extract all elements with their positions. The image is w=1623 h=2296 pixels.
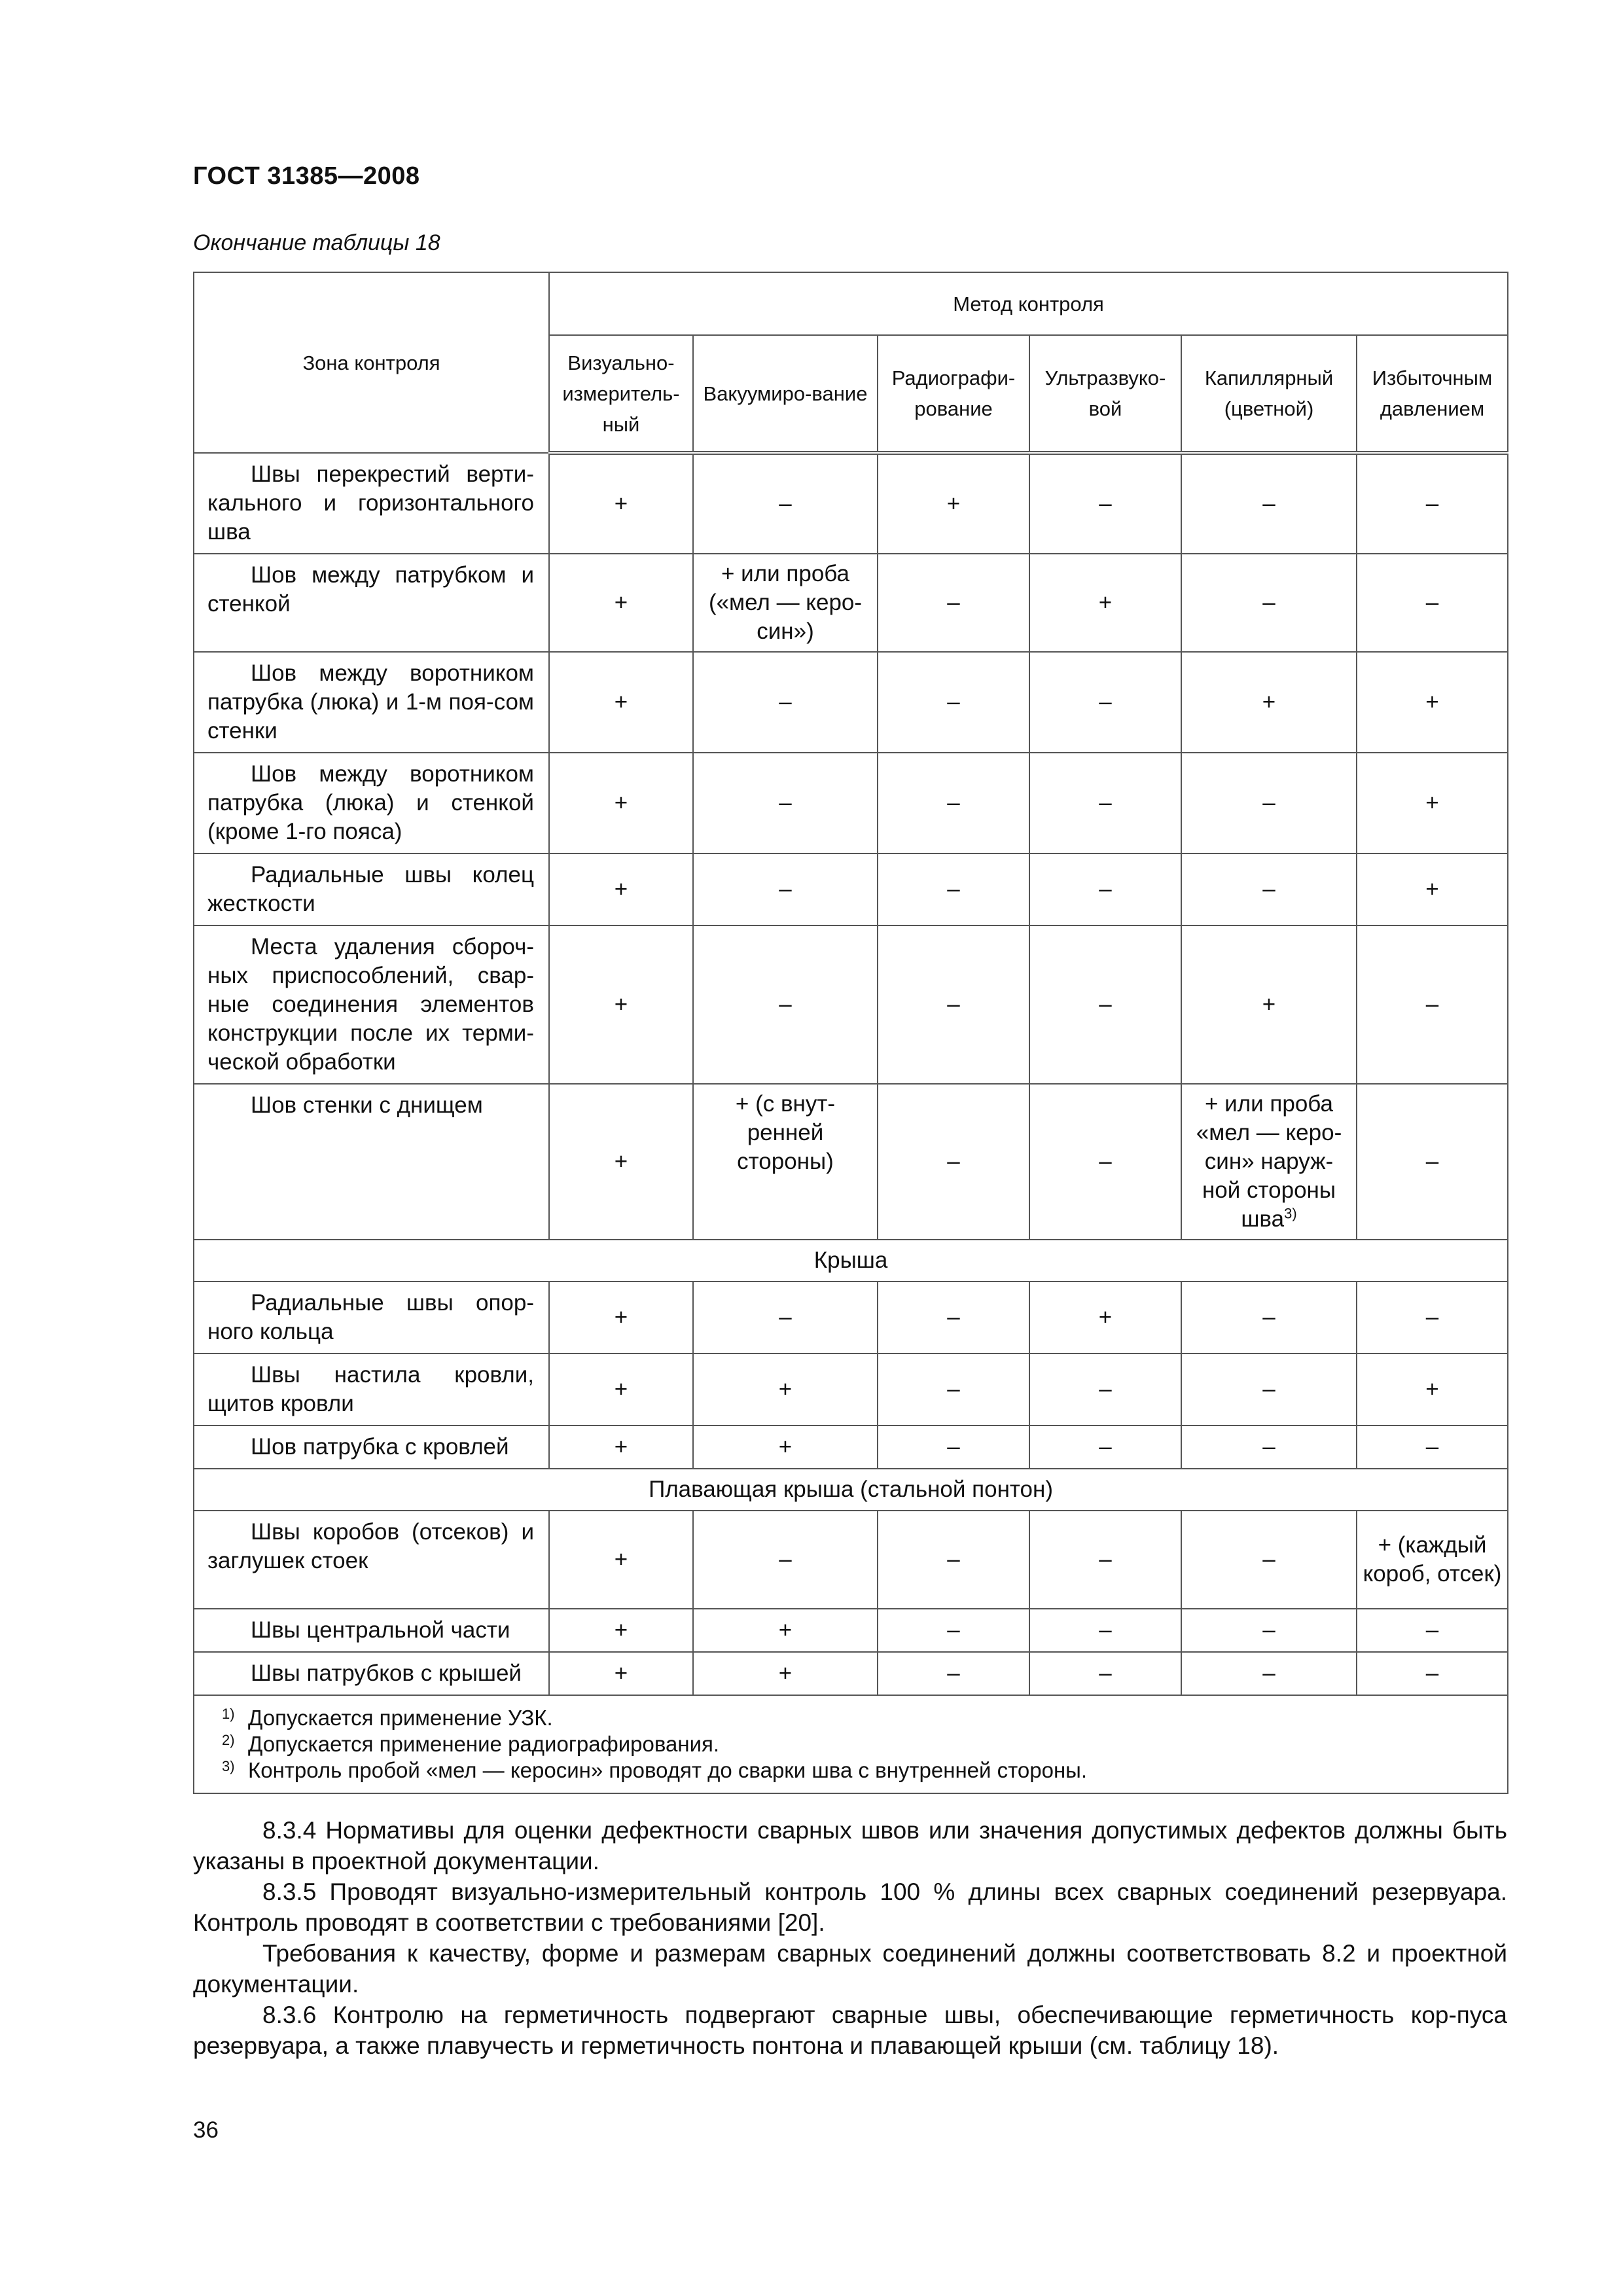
value-cell: – [878, 1609, 1029, 1652]
value-cell: – [1357, 554, 1508, 652]
value-cell: + [549, 1354, 693, 1426]
value-cell: – [1029, 1354, 1181, 1426]
value-cell: + [693, 1609, 878, 1652]
table-body [194, 453, 1508, 1240]
value-cell: + [1181, 652, 1357, 753]
table-row [194, 1511, 1508, 1609]
zone-cell: Места удаления сбороч-ных приспособлений, свар-ные соединения элементов конструкции после их терми-ческой обработки [194, 925, 549, 1084]
value-cell: + [549, 925, 693, 1084]
value-cell: – [693, 853, 878, 925]
value-cell: – [693, 1511, 878, 1609]
paragraph: Требования к качеству, форме и размерам сварных соединений должны соответствовать 8.2 и проектной документации. [193, 1940, 1507, 1998]
zone-cell: Швы перекрестий верти-кального и горизонтального шва [194, 453, 549, 554]
footnote: 1) Допускается применение УЗК. [222, 1706, 553, 1730]
value-cell: + [549, 753, 693, 853]
value-cell: + [1357, 1354, 1508, 1426]
footnote-ref: 3) [1284, 1205, 1297, 1222]
value-cell: + [549, 1282, 693, 1354]
method-header-cell: Избыточным давлением [1357, 335, 1508, 453]
method-header-cell: Вакуумиро-вание [693, 335, 878, 453]
value-cell: – [1357, 1609, 1508, 1652]
value-cell: – [1029, 652, 1181, 753]
value-cell: + [878, 453, 1029, 554]
value-cell: – [1181, 1282, 1357, 1354]
value-cell: – [1357, 1084, 1508, 1240]
zone-cell: Радиальные швы опор-ного кольца [194, 1282, 549, 1354]
zone-cell: Швы патрубков с крышей [194, 1652, 549, 1695]
zone-header: Зона контроля [194, 272, 549, 453]
value-cell: + [549, 1511, 693, 1609]
value-cell: – [1029, 1652, 1181, 1695]
value-cell: + или проба «мел — керо-син» наруж-ной стороны шва$^{3)}$ [1181, 1084, 1357, 1240]
value-cell: – [1181, 753, 1357, 853]
value-cell: – [1357, 1426, 1508, 1469]
value-cell: + [1029, 1282, 1181, 1354]
table-row [194, 925, 1508, 1084]
value-cell: + [1181, 925, 1357, 1084]
value-cell: – [1181, 453, 1357, 554]
method-header-cell: Радиографи-рование [878, 335, 1029, 453]
table-row [194, 1652, 1508, 1695]
value-cell: + [549, 453, 693, 554]
value-cell: + [549, 1652, 693, 1695]
zone-cell: Шов между патрубком и стенкой [194, 554, 549, 652]
value-cell: – [1357, 1282, 1508, 1354]
value-cell: – [1029, 853, 1181, 925]
value-cell: + [693, 1426, 878, 1469]
table-row [194, 1282, 1508, 1354]
value-cell: – [693, 1282, 878, 1354]
value-cell: + [1357, 753, 1508, 853]
zone-cell: Швы коробов (отсеков) и заглушек стоек [194, 1511, 549, 1609]
control-methods-table [193, 272, 1508, 1794]
value-cell: – [878, 925, 1029, 1084]
value-cell: – [693, 453, 878, 554]
value-cell: – [1181, 1354, 1357, 1426]
value-cell: + [1357, 853, 1508, 925]
value-cell: – [878, 1426, 1029, 1469]
table-row [194, 554, 1508, 652]
value-cell: – [1357, 925, 1508, 1084]
value-cell: – [878, 853, 1029, 925]
value-cell: – [1181, 1426, 1357, 1469]
value-cell: – [878, 1282, 1029, 1354]
table-row [194, 1609, 1508, 1652]
value-cell: + [549, 853, 693, 925]
value-cell: – [1357, 1652, 1508, 1695]
value-cell: + [549, 554, 693, 652]
paragraph: 8.3.6 Контролю на герметичность подвергают сварные швы, обеспечивающие герметичность кор-пуса резервуара, а также плавучесть и герметичность понтона и плавающей крыши (см. таблицу 18). [193, 2001, 1507, 2059]
table-row [194, 652, 1508, 753]
zone-cell: Радиальные швы колец жесткости [194, 853, 549, 925]
table-row [194, 453, 1508, 554]
value-cell: + (каждый короб, отсек) [1357, 1511, 1508, 1609]
value-cell: – [1029, 1609, 1181, 1652]
value-cell: – [1029, 453, 1181, 554]
floating-rows [194, 1511, 1508, 1695]
section-floating-roof: Плавающая крыша (стальной понтон) [194, 1469, 1508, 1511]
value-cell: – [878, 554, 1029, 652]
table-caption: Окончание таблицы 18 [193, 230, 440, 255]
value-cell: + (с внут-ренней стороны) [693, 1084, 878, 1240]
value-cell: – [878, 1511, 1029, 1609]
zone-cell: Швы центральной части [194, 1609, 549, 1652]
footnote: 3) Контроль пробой «мел — керосин» проводят до сварки шва с внутренней стороны. [222, 1758, 1088, 1782]
value-cell: – [1029, 1084, 1181, 1240]
value-cell: – [1029, 925, 1181, 1084]
value-cell: – [1357, 453, 1508, 554]
zone-cell: Швы настила кровли, щитов кровли [194, 1354, 549, 1426]
value-cell: – [878, 1084, 1029, 1240]
page-number: 36 [193, 2117, 219, 2143]
value-cell: – [693, 925, 878, 1084]
value-cell: + [549, 652, 693, 753]
value-cell: – [1029, 753, 1181, 853]
paragraph: 8.3.4 Нормативы для оценки дефектности сварных швов или значения допустимых дефектов должны быть указаны в проектной документации. [193, 1817, 1507, 1874]
zone-cell: Шов стенки с днищем [194, 1084, 549, 1240]
value-cell: – [1029, 1426, 1181, 1469]
table-row [194, 753, 1508, 853]
value-cell: – [693, 652, 878, 753]
table-row [194, 1426, 1508, 1469]
table-row [194, 853, 1508, 925]
method-header-cell: Ультразвуко-вой [1029, 335, 1181, 453]
value-cell: – [1181, 1652, 1357, 1695]
method-header-cell: Визуально-измеритель-ный [549, 335, 693, 453]
zone-cell: Шов патрубка с кровлей [194, 1426, 549, 1469]
value-cell: – [1181, 1609, 1357, 1652]
zone-cell: Шов между воротником патрубка (люка) и 1-м поя-сом стенки [194, 652, 549, 753]
value-cell: – [878, 652, 1029, 753]
value-cell: + [1357, 652, 1508, 753]
zone-cell: Шов между воротником патрубка (люка) и стенкой (кроме 1-го пояса) [194, 753, 549, 853]
value-cell: – [1181, 853, 1357, 925]
section-roof: Крыша [194, 1240, 1508, 1282]
method-header: Метод контроля [549, 272, 1508, 335]
value-cell: + [549, 1426, 693, 1469]
value-cell: + [693, 1652, 878, 1695]
value-cell: – [693, 753, 878, 853]
roof-rows [194, 1282, 1508, 1469]
body-text [193, 1815, 1507, 2061]
footnote: 2) Допускается применение радиографирования. [222, 1732, 720, 1756]
value-cell: + [549, 1084, 693, 1240]
value-cell: + [549, 1609, 693, 1652]
value-cell: – [1181, 554, 1357, 652]
table-row [194, 1354, 1508, 1426]
value-cell: – [878, 1354, 1029, 1426]
value-cell: – [878, 1652, 1029, 1695]
value-cell: – [878, 753, 1029, 853]
value-cell: + [1029, 554, 1181, 652]
method-header-cell: Капиллярный (цветной) [1181, 335, 1357, 453]
value-cell: + или проба («мел — керо-син») [693, 554, 878, 652]
document-code: ГОСТ 31385—2008 [193, 162, 420, 190]
value-cell: – [1029, 1511, 1181, 1609]
table-footnotes [194, 1695, 1508, 1793]
paragraph: 8.3.5 Проводят визуально-измерительный контроль 100 % длины всех сварных соединений резервуара. Контроль проводят в соответствии с требованиями [20]. [193, 1878, 1507, 1936]
value-cell: – [1181, 1511, 1357, 1609]
value-cell: + [693, 1354, 878, 1426]
table-row [194, 1084, 1508, 1240]
